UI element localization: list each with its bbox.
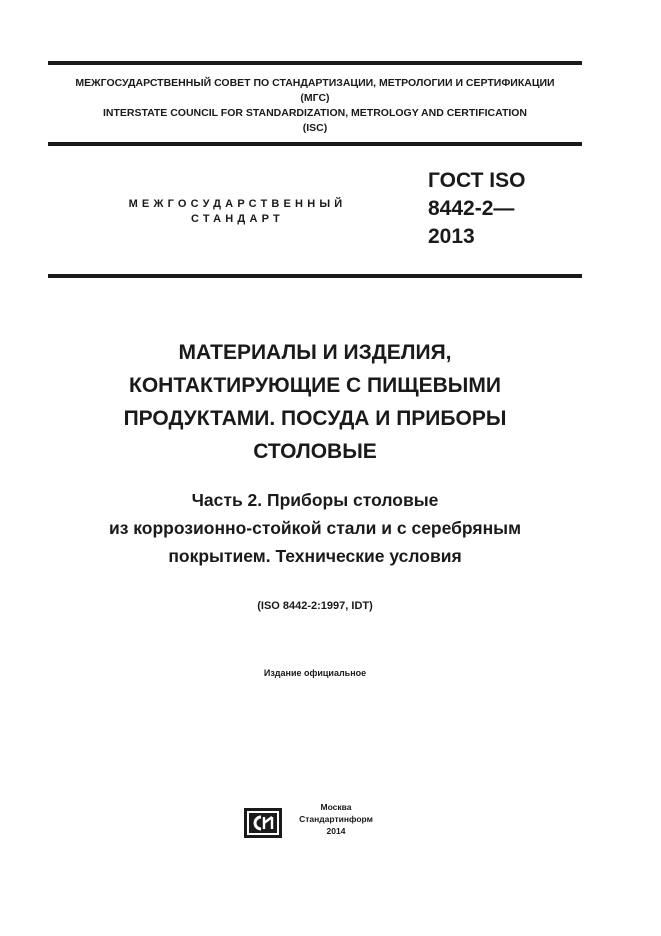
iso-reference: (ISO 8442-2:1997, IDT) xyxy=(257,600,373,612)
document-title xyxy=(60,336,570,468)
council-abbr-en: (ISC) xyxy=(302,122,328,134)
publisher-city: Москва xyxy=(320,802,352,812)
publication-year: 2014 xyxy=(326,826,346,836)
designation-line1: ГОСТ ISO xyxy=(428,169,526,192)
title-line1: МАТЕРИАЛЫ И ИЗДЕЛИЯ, xyxy=(178,341,452,364)
standard-type-line1: МЕЖГОСУДАРСТВЕННЫЙ xyxy=(128,198,347,210)
edition-note: Издание официальное xyxy=(263,668,367,678)
council-name-en: INTERSTATE COUNCIL FOR STANDARDIZATION, METROLOGY AND CERTIFICATION xyxy=(102,107,528,119)
council-name-ru: МЕЖГОСУДАРСТВЕННЫЙ СОВЕТ ПО СТАНДАРТИЗАЦИИ, МЕТРОЛОГИИ И СЕРТИФИКАЦИИ xyxy=(75,77,555,89)
council-header xyxy=(48,76,582,136)
designation-rule xyxy=(48,274,582,278)
publisher-block xyxy=(288,801,384,837)
council-rule xyxy=(48,142,582,146)
standard-designation xyxy=(428,167,525,251)
subtitle-line1: Часть 2. Приборы столовые xyxy=(191,490,439,510)
subtitle-line2: из коррозионно-стойкой стали и с серебряным xyxy=(108,518,522,538)
title-line3: ПРОДУКТАМИ. ПОСУДА И ПРИБОРЫ xyxy=(123,407,507,430)
top-rule xyxy=(48,61,582,65)
title-line2: КОНТАКТИРУЮЩИЕ С ПИЩЕВЫМИ xyxy=(129,374,501,397)
publisher-name: Стандартинформ xyxy=(299,814,373,824)
designation-line2: 8442-2— xyxy=(428,197,515,220)
standartinform-logo-icon xyxy=(244,808,282,838)
standard-type-line2: СТАНДАРТ xyxy=(191,213,284,225)
document-subtitle xyxy=(50,486,580,570)
subtitle-line3: покрытием. Технические условия xyxy=(168,546,462,566)
designation-line3: 2013 xyxy=(428,225,475,248)
council-abbr-ru: (МГС) xyxy=(300,92,330,104)
standard-type xyxy=(100,197,375,227)
title-line4: СТОЛОВЫЕ xyxy=(253,440,377,463)
